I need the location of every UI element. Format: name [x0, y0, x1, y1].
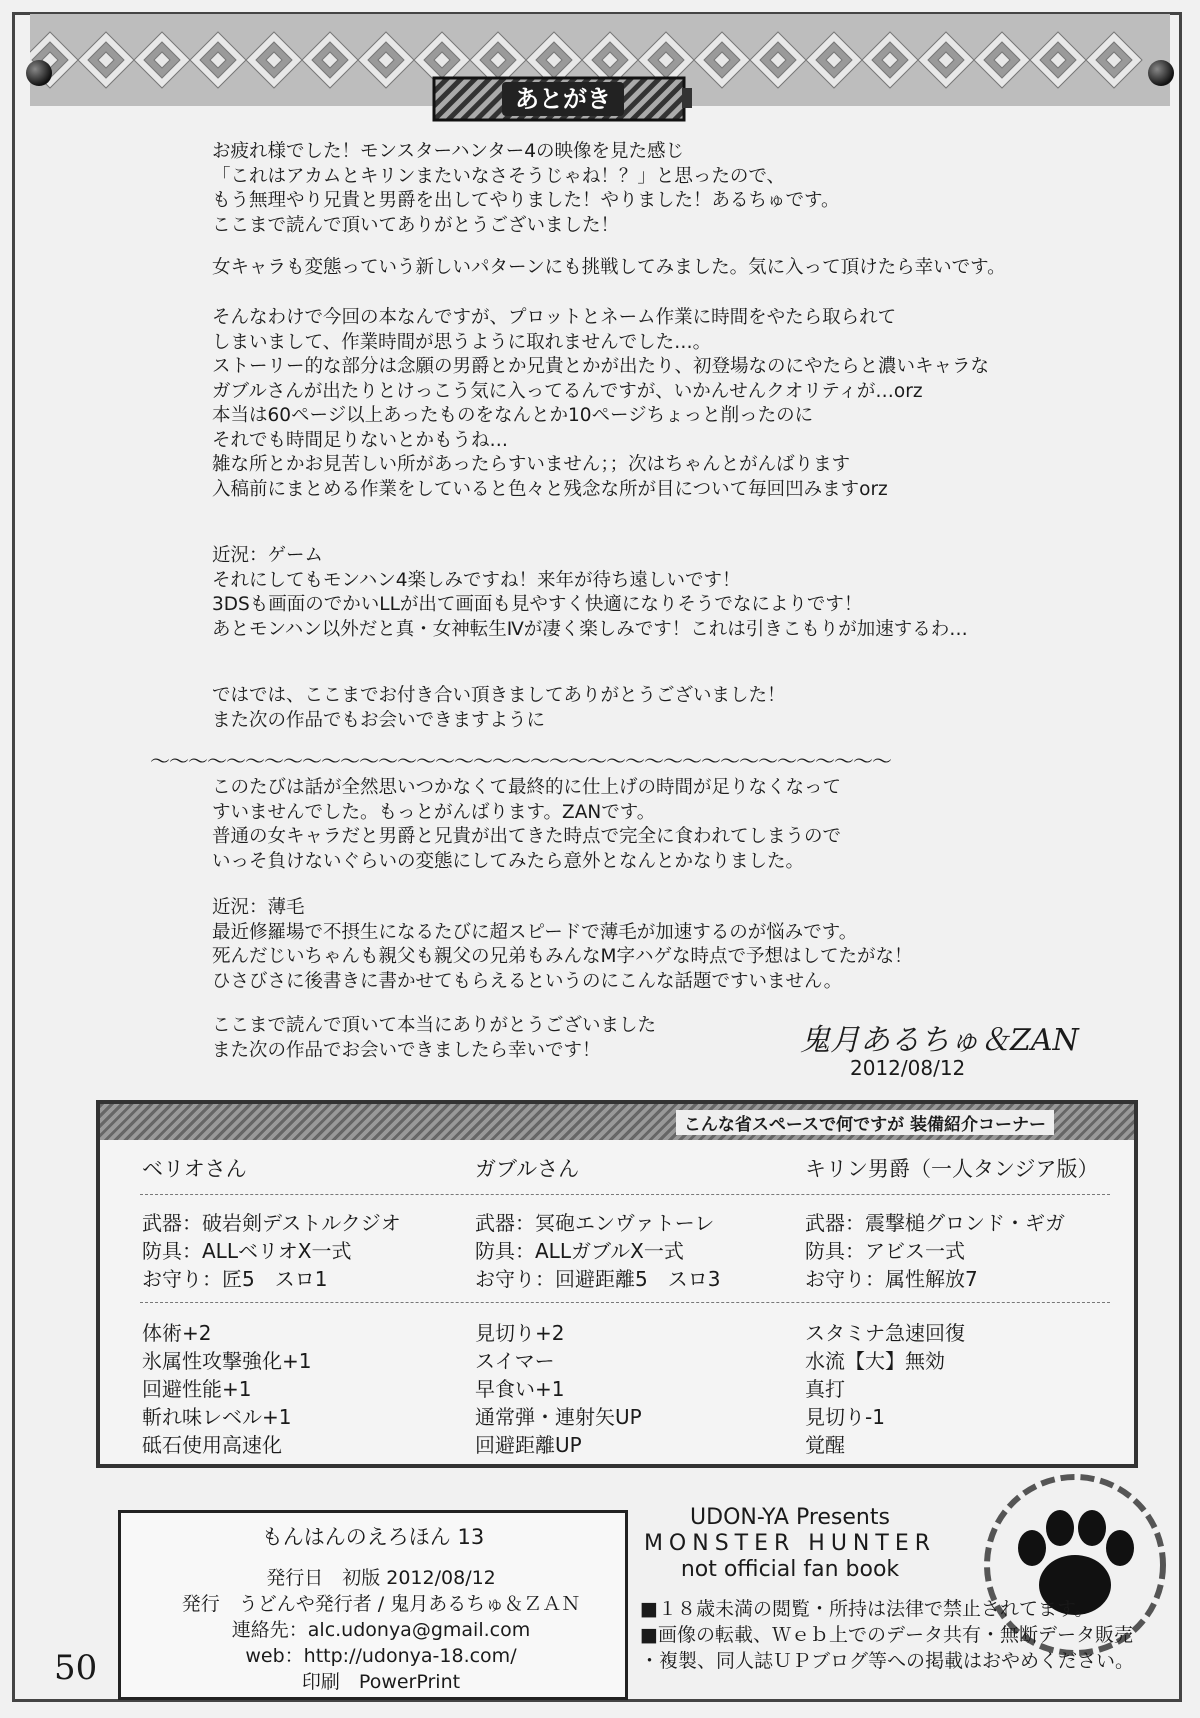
text-line: お疲れ様でした！モンスターハンター4の映像を見た感じ: [212, 141, 685, 162]
skill: 砥石使用高速化: [142, 1433, 282, 1457]
publisher: 発行 うどんや発行者 / 鬼月あるちゅ＆ＺＡＮ: [181, 1593, 581, 1615]
text-line: ストーリー的な部分は念願の男爵とか兄貴とかが出たり、初登場なのにやたらと濃いキャラな: [212, 356, 990, 377]
text-line: 本当は60ページ以上あったものをなんとか10ページちょっと削ったのに: [212, 405, 814, 426]
text-line: しまいまして、作業時間が思うように取れませんでした…。: [212, 331, 712, 353]
skill: 通常弾・連射矢UP: [475, 1405, 642, 1429]
notice-line: ■１８歳未満の閲覧・所持は法律で禁止されてます。: [640, 1598, 1094, 1620]
contact-email: 連絡先：alc.udonya@gmail.com: [231, 1619, 531, 1641]
website: web：http://udonya-18.com/: [245, 1645, 517, 1667]
skill: 早食い+1: [475, 1377, 565, 1401]
text-line: ここまで読んで頂いてありがとうございました！: [212, 214, 620, 236]
text-line: また次の作品でもお会いできますように: [212, 709, 546, 731]
equipment-header-bar: [100, 1104, 1134, 1140]
skill: 覚醒: [805, 1433, 845, 1457]
skill: 氷属性攻撃強化+1: [142, 1349, 312, 1373]
armor: 防具：アビス一式: [805, 1239, 965, 1263]
page-title: あとがき: [502, 82, 624, 116]
text-line: ではでは、ここまでお付き合い頂きましてありがとうございました！: [212, 685, 786, 706]
printer: 印刷 PowerPrint: [301, 1671, 461, 1693]
afterword-p5: [212, 684, 786, 733]
text-line: もう無理やり兄貴と男爵を出してやりました！やりました！あるちゅです。: [212, 190, 840, 211]
text-line: このたびは話が全然思いつかなくて最終的に仕上げの時間が足りなくなって: [212, 777, 842, 798]
text-line: そんなわけで今回の本なんですが、プロットとネーム作業に時間をやたら取られて: [212, 307, 897, 328]
divider: [140, 1194, 1110, 1195]
character-name: キリン男爵（一人タンジア版）: [805, 1157, 1099, 1181]
charm: お守り：回避距離5 スロ3: [475, 1267, 721, 1291]
character-name: ガブルさん: [475, 1157, 580, 1181]
afterword-p7: [212, 896, 912, 994]
skill: 斬れ味レベル+1: [142, 1405, 292, 1429]
text-line: すいませんでした。もっとがんばります。ZANです。: [212, 801, 656, 823]
skill: スイマー: [475, 1349, 555, 1373]
skill: 見切り-1: [805, 1405, 885, 1429]
text-line: 「これはアカムとキリンまたいなさそうじゃね！？」と思ったので、: [212, 165, 785, 187]
afterword-p6: [212, 776, 841, 874]
series-title: MONSTER HUNTER: [643, 1531, 937, 1556]
signature-date: 2012/08/12: [850, 1056, 966, 1080]
armor: 防具：ALLベリオX一式: [142, 1239, 352, 1263]
text-line: 女キャラも変態っていう新しいパターンにも挑戦してみました。気に入って頂けたら幸いです。: [212, 257, 1006, 278]
rivet-icon: [26, 60, 52, 86]
weapon: 武器：震撃槌グロンド・ギガ: [805, 1211, 1065, 1235]
afterword-p4: [212, 544, 968, 642]
skill: 水流【大】無効: [805, 1349, 945, 1373]
weapon: 武器：破岩剣デストルクジオ: [142, 1211, 401, 1235]
weapon: 武器：冥砲エンヴァトーレ: [475, 1211, 715, 1235]
publication-info: [640, 1505, 940, 1583]
equip-column-berio: [142, 1155, 401, 1459]
skill: 回避性能+1: [142, 1377, 252, 1401]
charm: お守り：匠5 スロ1: [142, 1267, 328, 1291]
equip-column-kirin: [805, 1155, 1098, 1459]
text-line: 死んだじいちゃんも親父も親父の兄弟もみんなM字ハゲな時点で予想はしてたがな！: [212, 946, 913, 967]
text-line: 近況：薄毛: [212, 897, 305, 918]
divider: [140, 1302, 1110, 1303]
text-line: 近況：ゲーム: [212, 545, 324, 566]
rivet-icon: [1148, 60, 1174, 86]
title-tab: [432, 76, 694, 122]
book-title: もんはんのえろほん 13: [261, 1525, 485, 1549]
charm: お守り：属性解放7: [805, 1267, 978, 1291]
colophon-rows: [161, 1565, 601, 1695]
skill: 見切り+2: [475, 1321, 565, 1345]
text-line: ガブルさんが出たりとけっこう気に入ってるんですが、いかんせんクオリティが…orz: [212, 380, 923, 402]
issue-date: 発行日 初版 2012/08/12: [266, 1567, 496, 1589]
afterword-p8: [212, 1014, 656, 1063]
text-line: また次の作品でお会いできましたら幸いです！: [212, 1039, 601, 1061]
afterword-p1: [212, 140, 840, 238]
page-number: 50: [54, 1648, 98, 1688]
colophon-box: [118, 1510, 628, 1700]
fanbook-note: not official fan book: [680, 1557, 900, 1582]
equipment-header: こんな省スペースで何ですが 装備紹介コーナー: [676, 1110, 1054, 1135]
skill: スタミナ急速回復: [805, 1321, 965, 1345]
equip-column-gabble: [475, 1155, 720, 1459]
skill: 体術+2: [142, 1321, 212, 1345]
skill: 真打: [805, 1377, 845, 1401]
afterword-p2: [212, 256, 1006, 281]
author-signature: 鬼月あるちゅ＆ZAN: [800, 1023, 1079, 1058]
afterword-p3: [212, 306, 989, 502]
notice-line: ■画像の転載、Ｗｅｂ上でのデータ共有・無断データ販売: [640, 1624, 1133, 1646]
text-line: ひさびさに後書きに書かせてもらえるというのにこんな話題ですいません。: [212, 970, 843, 992]
text-line: それでも時間足りないとかもうね…: [212, 429, 509, 451]
text-line: 3DSも画面のでかいLLが出て画面も見やすく快適になりそうでなによりです！: [212, 594, 863, 615]
text-line: 最近修羅場で不摂生になるたびに超スピードで薄毛が加速するのが悩みです。: [212, 921, 858, 943]
text-line: 雑な所とかお見苦しい所があったらすいません；；次はちゃんとがんばります: [212, 454, 851, 475]
character-name: ベリオさん: [142, 1157, 247, 1181]
presents-line: UDON-YA Presents: [690, 1505, 890, 1530]
text-line: 入稿前にまとめる作業をしていると色々と残念な所が目について毎回凹みますorz: [212, 478, 888, 500]
wave-divider: 〜〜〜〜〜〜〜〜〜〜〜〜〜〜〜〜〜〜〜〜〜〜〜〜〜〜〜〜〜〜〜〜〜〜〜〜〜〜〜: [150, 749, 891, 773]
text-line: 普通の女キャラだと男爵と兄貴が出てきた時点で完全に食われてしまうので: [212, 826, 842, 847]
armor: 防具：ALLガブルX一式: [475, 1239, 684, 1263]
notice-line: ・複製、同人誌ＵＰブログ等への掲載はおやめください。: [640, 1650, 1135, 1672]
skill: 回避距離UP: [475, 1433, 582, 1457]
legal-notices: [640, 1596, 1134, 1674]
text-line: ここまで読んで頂いて本当にありがとうございました: [212, 1015, 657, 1036]
text-line: あとモンハン以外だと真・女神転生Ⅳが凄く楽しみです！これは引きこもりが加速するわ…: [212, 618, 968, 640]
text-line: それにしてもモンハン4楽しみですね！来年が待ち遠しいです！: [212, 569, 741, 591]
text-line: いっそ負けないぐらいの変態にしてみたら意外となんとかなりました。: [212, 850, 805, 872]
